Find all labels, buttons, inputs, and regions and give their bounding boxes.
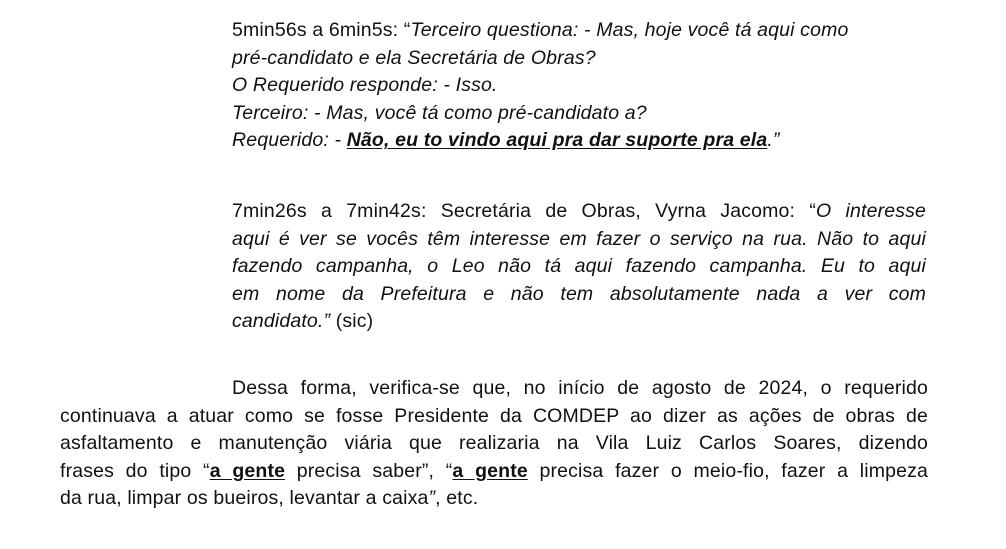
testimony-quote-2 [232, 198, 926, 336]
quote1-line-5-prefix: Requerido: - [232, 129, 347, 152]
quote1-emphasis: Não, eu to vindo aqui pra dar suporte pra ela [346, 129, 768, 152]
testimony-quote-1 [232, 17, 932, 155]
emphasis-a-gente-1: a gente [209, 459, 286, 482]
quote2-line-5 [232, 308, 926, 336]
quote1-line-5-suffix: .” [767, 129, 780, 152]
quote2-line-4: em nome da Prefeitura e não tem absolutamente nada a ver com [232, 282, 926, 305]
quote1-timestamp: 5min56s a 6min5s: “ [232, 19, 411, 41]
body-paragraph [60, 375, 928, 513]
quote1-line-1-text: Terceiro questiona: - Mas, hoje você tá aqui como [410, 19, 849, 41]
paragraph-line-4 [60, 458, 928, 486]
quote1-line-1 [232, 17, 932, 45]
quote2-line-2: aqui é ver se vocês têm interesse em fazer o serviço na rua. Não to aqui [232, 227, 926, 250]
quote2-line-1-text: O interesse [815, 200, 926, 222]
quote2-timestamp: 7min26s a 7min42s: Secretária de Obras, Vyrna Jacomo: “ [232, 200, 816, 222]
paragraph-line-5-a: da rua, limpar os bueiros, levantar a caixa [60, 487, 429, 510]
quote1-line-4: Terceiro: - Mas, você tá como pré-candidato a? [232, 101, 647, 124]
quote2-sic: (sic) [330, 310, 374, 333]
paragraph-line-4-c: precisa saber”, “ [285, 459, 453, 482]
paragraph-line-5 [60, 485, 928, 513]
paragraph-line-4-e: precisa fazer o meio-fio, fazer a limpeza [527, 459, 928, 482]
paragraph-line-1: Dessa forma, verifica-se que, no início de agosto de 2024, o requerido [232, 377, 928, 399]
quote2-line-5-text: candidato.” [232, 310, 331, 333]
emphasis-a-gente-2: a gente [452, 459, 528, 482]
quote2-line-1 [232, 198, 926, 226]
paragraph-line-3: asfaltamento e manutenção viária que realizaria na Vila Luiz Carlos Soares, dizendo [60, 432, 928, 455]
quote1-line-3: O Requerido responde: - Isso. [232, 74, 498, 97]
paragraph-line-2: continuava a atuar como se fosse Presidente da COMDEP ao dizer as ações de obras de [60, 404, 928, 427]
quote1-line-2: pré-candidato e ela Secretária de Obras? [232, 46, 596, 69]
quote2-line-3: fazendo campanha, o Leo não tá aqui fazendo campanha. Eu to aqui [232, 255, 926, 278]
paragraph-line-5-quote: ” [428, 487, 436, 510]
quote1-line-5 [232, 127, 932, 155]
paragraph-line-5-c: , etc. [435, 487, 479, 510]
paragraph-line-4-a: frases do tipo “ [60, 459, 210, 482]
